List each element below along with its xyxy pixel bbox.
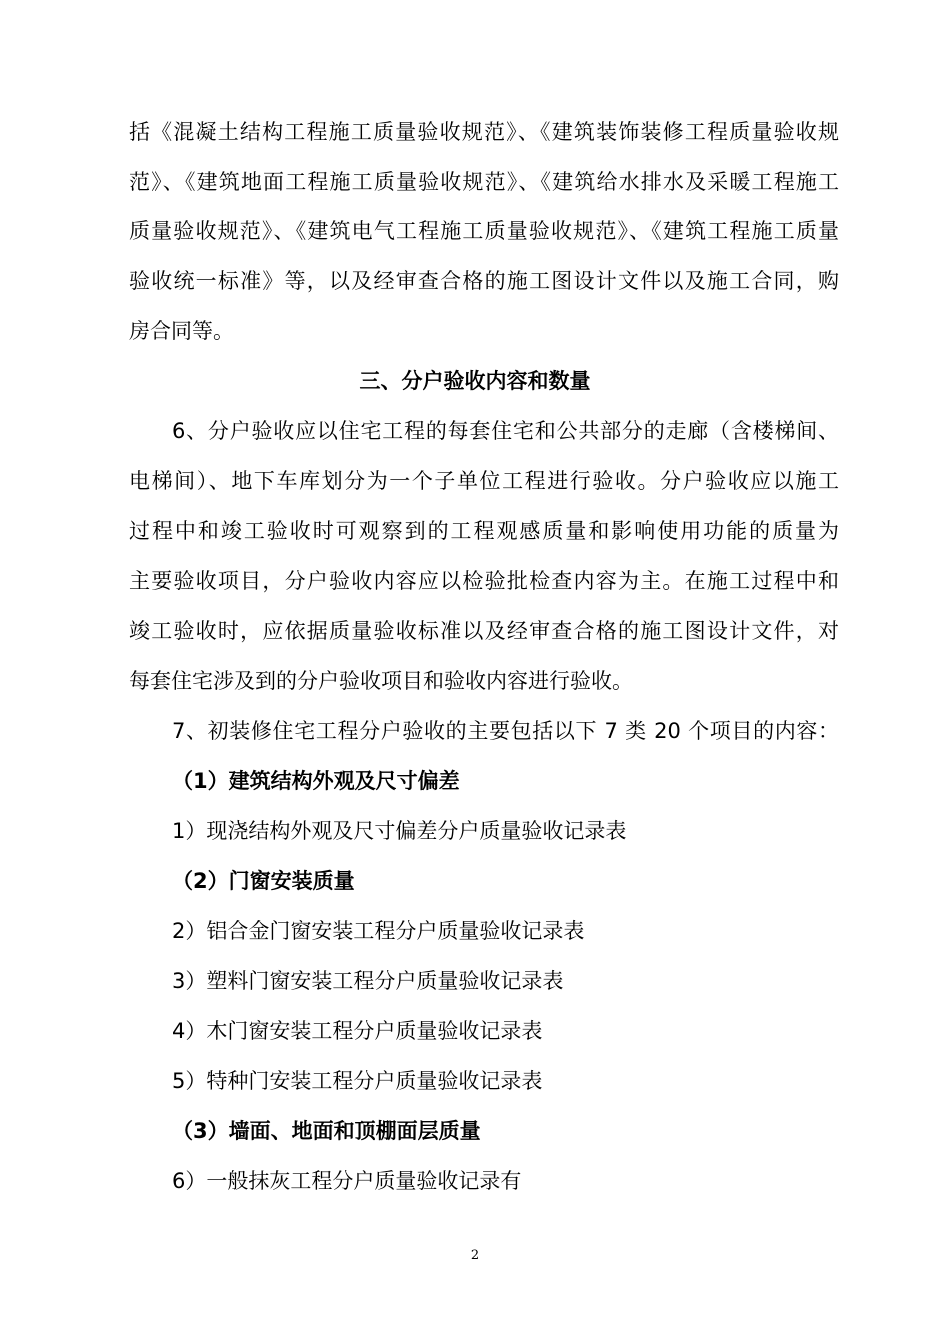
- paragraph-line: 房合同等。: [129, 319, 234, 343]
- category-heading: （1）建筑结构外观及尺寸偏差: [172, 769, 460, 793]
- page-number: 2: [470, 1248, 480, 1263]
- paragraph-line: 范》、《建筑地面工程施工质量验收规范》、《建筑给水排水及采暖工程施工: [129, 170, 839, 194]
- list-item: 4）木门窗安装工程分户质量验收记录表: [172, 1019, 543, 1043]
- category-heading: （3）墙面、地面和顶棚面层质量: [172, 1119, 481, 1143]
- list-item: 3）塑料门窗安装工程分户质量验收记录表: [172, 969, 564, 993]
- paragraph-line: 括《混凝土结构工程施工质量验收规范》、《建筑装饰装修工程质量验收规: [129, 120, 839, 144]
- list-item: 5）特种门安装工程分户质量验收记录表: [172, 1069, 543, 1093]
- category-heading: （2）门窗安装质量: [172, 869, 355, 893]
- paragraph-line: 电梯间）、地下车库划分为一个子单位工程进行验收。分户验收应以施工: [129, 469, 839, 493]
- paragraph-line: 验收统一标准》等，以及经审查合格的施工图设计文件以及施工合同，购: [129, 269, 839, 293]
- section-heading: 三、分户验收内容和数量: [359, 369, 591, 393]
- list-item: 6）一般抹灰工程分户质量验收记录有: [172, 1169, 522, 1193]
- paragraph-line: 6、分户验收应以住宅工程的每套住宅和公共部分的走廊（含楼梯间、: [172, 419, 839, 443]
- paragraph-line: 过程中和竣工验收时可观察到的工程观感质量和影响使用功能的质量为: [129, 519, 839, 543]
- paragraph-line: 7、初装修住宅工程分户验收的主要包括以下 7 类 20 个项目的内容：: [172, 719, 839, 743]
- paragraph-line: 质量验收规范》、《建筑电气工程施工质量验收规范》、《建筑工程施工质量: [129, 219, 839, 243]
- paragraph-line: 每套住宅涉及到的分户验收项目和验收内容进行验收。: [129, 669, 633, 693]
- list-item: 2）铝合金门窗安装工程分户质量验收记录表: [172, 919, 585, 943]
- list-item: 1）现浇结构外观及尺寸偏差分户质量验收记录表: [172, 819, 627, 843]
- paragraph-line: 主要验收项目，分户验收内容应以检验批检查内容为主。在施工过程中和: [129, 569, 839, 593]
- paragraph-line: 竣工验收时，应依据质量验收标准以及经审查合格的施工图设计文件，对: [129, 619, 839, 643]
